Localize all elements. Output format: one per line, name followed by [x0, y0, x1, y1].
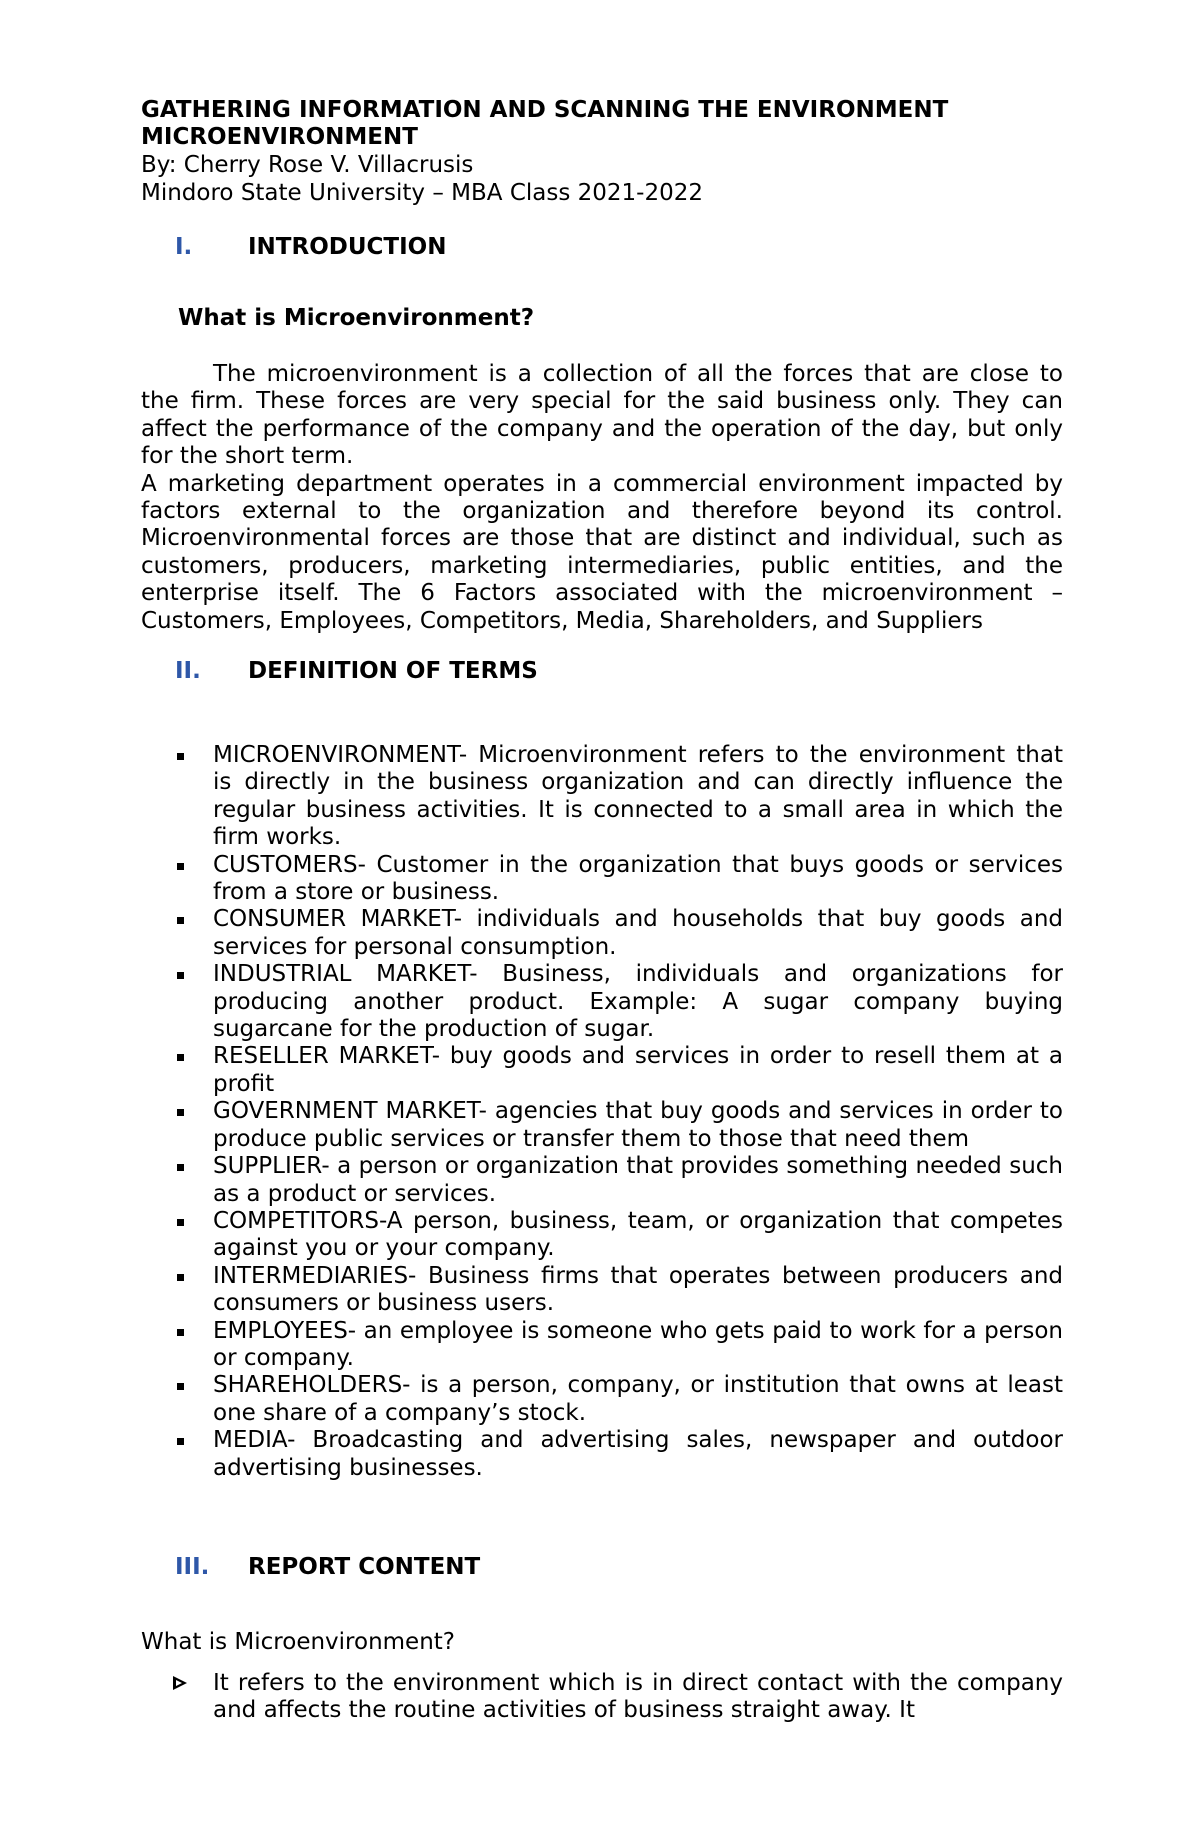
square-bullet-icon	[177, 863, 184, 870]
affiliation-line: Mindoro State University – MBA Class 2021-2022	[141, 180, 704, 206]
square-bullet-icon	[177, 1383, 184, 1390]
definition-item	[141, 961, 1063, 1043]
intro-question: What is Microenvironment?	[178, 305, 535, 331]
square-bullet-icon	[177, 1054, 184, 1061]
definition-text: CUSTOMERS- Customer in the organization that buys goods or services from a store or business.	[213, 851, 1063, 906]
definition-text: SUPPLIER- a person or organization that provides something needed such as a product or services.	[213, 1153, 1063, 1207]
definition-item	[141, 1427, 1063, 1482]
section-number: III.	[175, 1554, 210, 1580]
definition-text: CONSUMER MARKET- individuals and households that buy goods and services for personal consumption.	[213, 906, 1063, 960]
definition-item	[141, 906, 1063, 961]
definition-item	[141, 1153, 1063, 1208]
definition-text: MICROENVIRONMENT- Microenvironment refers to the environment that is directly in the business organization and can directly influence the regular business activities. It is connected to a small area in which the firm works.	[213, 742, 1063, 851]
section-number: II.	[175, 658, 201, 684]
definition-item	[141, 742, 1063, 852]
definition-item	[141, 1318, 1063, 1373]
section-number: I.	[175, 234, 193, 260]
definition-item	[141, 1263, 1063, 1318]
section-title: DEFINITION OF TERMS	[248, 658, 538, 684]
document-title-line2: MICROENVIRONMENT	[141, 124, 418, 150]
arrow-bullet-icon	[171, 1674, 189, 1692]
report-question: What is Microenvironment?	[141, 1629, 456, 1655]
definition-text: INDUSTRIAL MARKET- Business, individuals and organizations for producing another product. Example: A sugar company buying sugarcane for the production of sugar.	[213, 961, 1063, 1043]
definition-text: EMPLOYEES- an employee is someone who gets paid to work for a person or company.	[213, 1317, 1063, 1371]
square-bullet-icon	[177, 1274, 184, 1281]
definition-text: MEDIA- Broadcasting and advertising sales, newspaper and outdoor advertising businesses.	[213, 1427, 1063, 1481]
square-bullet-icon	[177, 1438, 184, 1445]
definition-item	[141, 1208, 1063, 1263]
section-heading-report	[175, 1554, 480, 1581]
definition-item	[141, 852, 1063, 907]
author-line: By: Cherry Rose V. Villacrusis	[141, 152, 474, 178]
definition-text: RESELLER MARKET- buy goods and services in order to resell them at a profit	[213, 1043, 1063, 1097]
definition-text: INTERMEDIARIES- Business firms that operates between producers and consumers or business users.	[213, 1262, 1063, 1317]
definition-list	[141, 742, 1063, 1482]
square-bullet-icon	[177, 1109, 184, 1116]
section-title: REPORT CONTENT	[248, 1554, 481, 1580]
definition-item	[141, 1043, 1063, 1098]
square-bullet-icon	[177, 753, 184, 760]
definition-text: COMPETITORS-A person, business, team, or organization that competes against you or your company.	[213, 1207, 1063, 1262]
definition-item	[141, 1098, 1063, 1153]
section-heading-definitions	[175, 658, 538, 685]
definition-text: GOVERNMENT MARKET- agencies that buy goods and services in order to produce public services or transfer them to those that need them	[213, 1098, 1063, 1152]
report-point	[141, 1670, 1063, 1725]
section-title: INTRODUCTION	[248, 234, 447, 260]
report-point-text: It refers to the environment which is in direct contact with the company and affects the routine activities of business straight away. It	[213, 1670, 1063, 1724]
square-bullet-icon	[177, 917, 184, 924]
square-bullet-icon	[177, 1219, 184, 1226]
intro-paragraph: The microenvironment is a collection of all the forces that are close to the firm. These forces are very special for the said business only. They can affect the performance of the company and the operation of the day, but only for the short term.	[141, 361, 1063, 470]
section-heading-introduction	[175, 234, 446, 261]
intro-paragraph: A marketing department operates in a commercial environment impacted by factors external to the organization and therefore beyond its control. Microenvironmental forces are those that are distinct and individual, such as customers, producers, marketing intermediaries, public entities, and the enterprise itself. The 6 Factors associated with the microenvironment – Customers, Employees, Competitors, Media, Shareholders, and Suppliers	[141, 470, 1063, 634]
square-bullet-icon	[177, 1164, 184, 1171]
definition-item	[141, 1372, 1063, 1427]
document-title-line1: GATHERING INFORMATION AND SCANNING THE ENVIRONMENT	[141, 97, 949, 123]
square-bullet-icon	[177, 1329, 184, 1336]
square-bullet-icon	[177, 972, 184, 979]
intro-body	[141, 361, 1063, 635]
definition-text: SHAREHOLDERS- is a person, company, or institution that owns at least one share of a company’s stock.	[213, 1372, 1063, 1426]
